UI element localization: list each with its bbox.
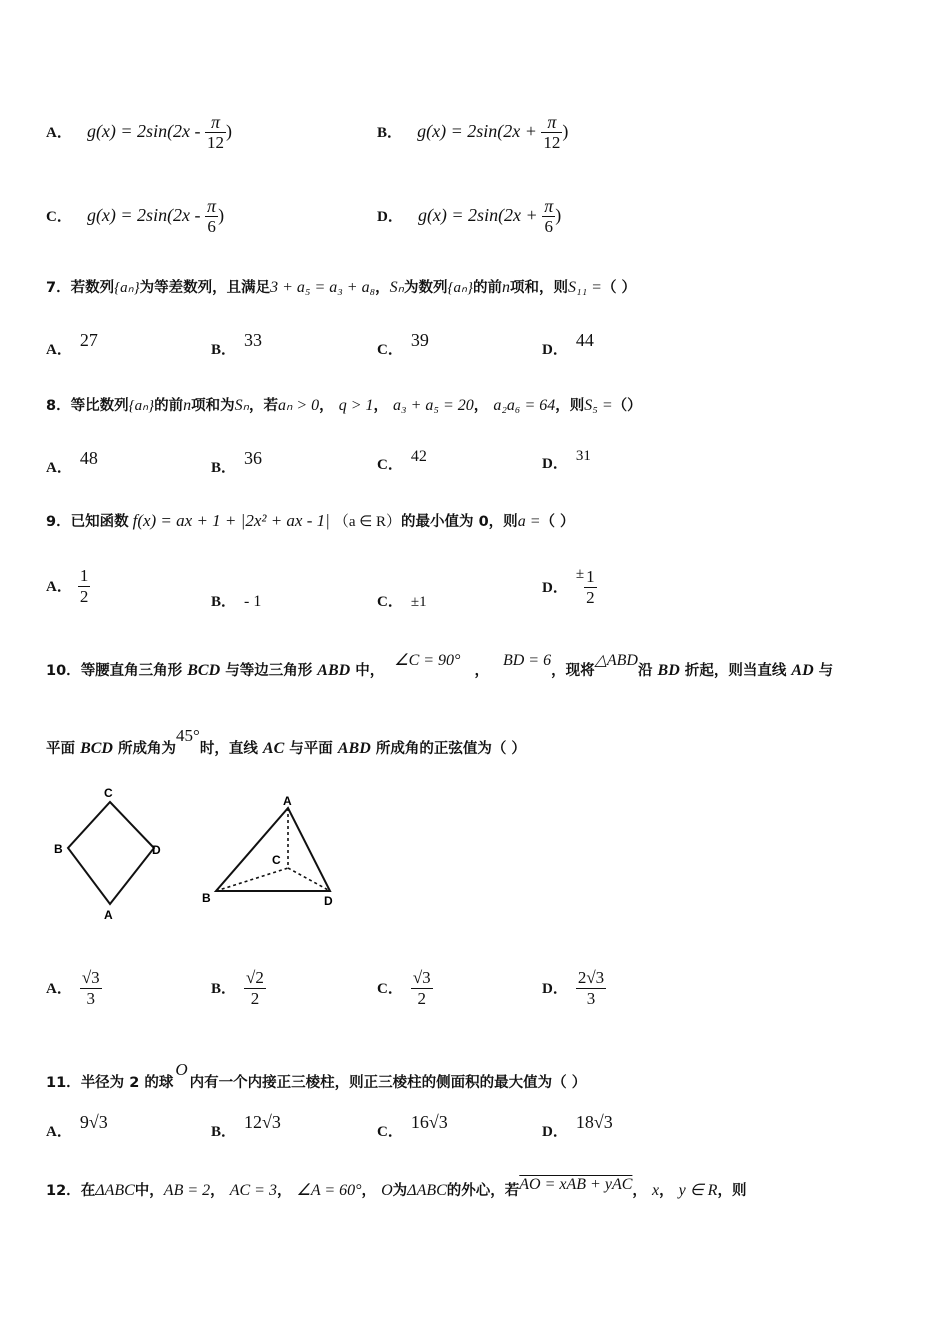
q9-option-d: [542, 566, 597, 608]
option-value: - 1: [244, 593, 262, 610]
q8-option-a: [46, 448, 98, 477]
text: （ ）: [540, 514, 575, 530]
math: ∠C = 90°: [394, 652, 461, 669]
math: y ∈ R: [678, 1182, 718, 1199]
q7-option-d: [542, 330, 594, 359]
option-label: A．: [46, 460, 72, 476]
q9-option-a: [46, 566, 90, 607]
q7-option-a: [46, 330, 98, 359]
option-value: 16√3: [410, 1112, 448, 1132]
text: 内有一个内接正三棱柱，则正三棱柱的侧面积的最大值为（ ）: [189, 1075, 587, 1091]
math: a₂a₆ = 64: [493, 397, 556, 414]
text: 为: [392, 1183, 408, 1199]
text: 的前: [154, 398, 184, 414]
math: O: [175, 1060, 188, 1079]
math: a₃ + a₅ = 20: [393, 397, 474, 414]
option-label: B．: [377, 125, 403, 141]
option-label: D．: [542, 981, 568, 997]
math: x: [651, 1182, 660, 1199]
math: S₅ =: [584, 397, 613, 414]
tetra-outer: [216, 808, 330, 891]
math: AO = xAB + yAC: [519, 1176, 633, 1193]
question-number: 10．: [46, 663, 81, 679]
q11-option-a: [46, 1112, 108, 1141]
math: 45°: [176, 726, 200, 745]
q6-option-c: C． g(x) = 2sin(2x - $\frac{\pi}{6}$ ): [46, 196, 225, 236]
q6-option-a: A． g(x) = 2sin(2x - $\frac{\pi}{12}$ ): [46, 112, 233, 152]
option-value: 18√3: [575, 1112, 613, 1132]
option-label: D．: [377, 209, 403, 225]
math: ∠A = 60°: [296, 1182, 362, 1199]
vertex-label-d: D: [152, 843, 161, 857]
question-number: 8．: [46, 398, 71, 414]
option-label: B．: [211, 1124, 237, 1140]
q10-stem-line2: [46, 726, 526, 758]
vertex-label-a: A: [104, 908, 113, 922]
fraction: $\frac{\pi}{12}$: [543, 112, 561, 152]
plus-minus: ±: [575, 566, 585, 582]
math: {aₙ}: [447, 280, 474, 296]
text: 时，直线: [199, 741, 263, 757]
option-value: 48: [79, 448, 98, 468]
math: {aₙ}: [114, 280, 140, 296]
option-label: A．: [46, 1124, 72, 1140]
option-expr: g(x) = 2sin(2x +: [417, 121, 542, 141]
math: Sₙ: [234, 397, 249, 414]
option-label: A．: [46, 981, 72, 997]
option-label: D．: [542, 342, 568, 358]
math: n: [183, 397, 192, 414]
vertex-label-c: C: [104, 786, 113, 800]
option-label: D．: [542, 580, 568, 596]
text: 所成角为: [112, 741, 177, 757]
q9-stem: [46, 510, 575, 531]
figure-square-bcda: [50, 782, 180, 924]
q9-option-c: [377, 590, 427, 611]
text: 半径为 2 的球: [80, 1075, 174, 1091]
text: 等比数列: [70, 398, 129, 414]
option-value: 31: [575, 448, 591, 464]
question-number: 9．: [46, 514, 71, 530]
option-value: 33: [244, 330, 263, 350]
text: 折起，则当直线: [679, 663, 792, 679]
vertex-label-c: C: [272, 853, 281, 867]
q6-option-d: D． g(x) = 2sin(2x + $\frac{\pi}{6}$ ): [377, 196, 562, 236]
vertex-label-b: B: [54, 842, 63, 856]
option-label: D．: [542, 456, 568, 472]
text: 中，: [134, 1183, 164, 1199]
fraction: $\frac{\pi}{12}$: [207, 112, 225, 152]
question-number: 11．: [46, 1075, 81, 1091]
fraction: $\frac{2√3}{3}$: [577, 968, 605, 1008]
fraction: $\frac{\pi}{6}$: [207, 196, 217, 236]
option-value: 12√3: [244, 1112, 281, 1132]
math: ΔABC: [407, 1182, 447, 1199]
math: AC: [262, 740, 285, 757]
option-expr: g(x) = 2sin(2x +: [417, 205, 543, 225]
fraction: $\frac{\pi}{6}$: [544, 196, 554, 236]
text: ，: [375, 280, 390, 296]
option-expr: g(x) = 2sin(2x -: [86, 205, 206, 225]
text: 在: [80, 1183, 96, 1199]
text: 平面: [46, 741, 81, 757]
option-value: 42: [410, 448, 427, 465]
text: 等腰直角三角形: [80, 663, 188, 679]
math: Sₙ: [389, 279, 405, 296]
q10-option-d: [542, 968, 606, 1009]
math: ABD: [337, 740, 371, 757]
question-number: 7．: [46, 280, 71, 296]
q8-stem: 8．等比数列{aₙ}的前n项和为Sₙ，若aₙ > 0， q > 1， a₃ + a₅ = 20， a₂a₆ = 64，则S₅ =（）: [46, 397, 642, 414]
text: 与等边三角形: [220, 663, 318, 679]
text: 与平面: [284, 741, 338, 757]
fraction: $\frac{√3}{2}$: [412, 968, 431, 1008]
option-value: 39: [410, 330, 429, 350]
text: 的外心，若: [446, 1183, 520, 1199]
q11-option-d: [542, 1112, 613, 1141]
q8-option-b: [211, 448, 262, 477]
text: （ ）: [601, 280, 636, 296]
option-value: 36: [244, 448, 263, 468]
math: AC = 3: [229, 1182, 277, 1199]
option-label: C．: [377, 1124, 403, 1140]
option-value: 27: [79, 330, 98, 350]
option-expr: g(x) = 2sin(2x -: [86, 121, 206, 141]
math: ABD: [317, 662, 351, 679]
option-label: C．: [377, 594, 403, 610]
math: aₙ > 0: [277, 397, 320, 414]
text: 中，: [350, 663, 385, 679]
math: BCD: [187, 662, 221, 679]
option-label: C．: [377, 342, 403, 358]
text: 的最小值为 0，则: [401, 514, 518, 530]
q7-stem: [46, 276, 636, 297]
q11-option-c: [377, 1112, 448, 1141]
math: {aₙ}: [128, 398, 155, 414]
math: AB = 2: [163, 1182, 211, 1199]
text: ，现将: [551, 663, 595, 679]
square-outline: [68, 802, 154, 904]
text: 沿: [637, 663, 658, 679]
option-label: B．: [211, 460, 237, 476]
fraction: $\frac{1}{2}$: [79, 566, 89, 606]
text: 项和为: [191, 398, 235, 414]
text: 为等差数列，且满足: [139, 280, 271, 296]
math: a =: [517, 513, 541, 530]
math: AD: [791, 662, 814, 679]
q9-option-b: [211, 590, 261, 611]
text: 与: [813, 663, 834, 679]
option-label: B．: [211, 342, 237, 358]
q11-option-b: [211, 1112, 281, 1141]
text: ，若: [248, 398, 278, 414]
fraction: $\frac{1}{2}$: [586, 567, 595, 607]
text: 若数列: [70, 280, 115, 296]
option-value: 9√3: [79, 1112, 108, 1132]
text: （）: [612, 398, 642, 414]
option-label: C．: [377, 981, 403, 997]
math: BCD: [80, 740, 113, 757]
q7-option-c: [377, 330, 429, 359]
option-value: 44: [575, 330, 594, 350]
math: q > 1: [338, 397, 374, 414]
text: 已知函数: [70, 514, 129, 530]
option-label: C．: [377, 457, 403, 473]
fraction: $\frac{√2}{2}$: [246, 968, 264, 1008]
math: BD = 6: [502, 652, 552, 669]
text: 所成角的正弦值为（ ）: [370, 741, 526, 757]
option-label: C．: [46, 209, 72, 225]
option-label: A．: [46, 125, 72, 141]
math: （a ∈ R）: [333, 514, 402, 530]
text: ，则: [717, 1183, 747, 1199]
q7-option-b: [211, 330, 262, 359]
math: n: [502, 279, 511, 296]
math: BD: [657, 662, 680, 679]
figure-tetrahedron: [196, 790, 346, 916]
text: 的前: [473, 280, 503, 296]
q10-option-b: [211, 968, 266, 1009]
q8-option-c: [377, 448, 427, 474]
option-label: B．: [211, 981, 237, 997]
q10-option-a: [46, 968, 102, 1009]
vertex-label-b: B: [202, 891, 211, 905]
option-value: ±1: [410, 594, 427, 610]
question-number: 12．: [46, 1183, 81, 1199]
q6-option-b: B． g(x) = 2sin(2x + $\frac{\pi}{12}$ ): [377, 112, 569, 152]
math: 3 + a₅ = a₃ + a₈: [270, 279, 376, 296]
option-label: A．: [46, 342, 72, 358]
vertex-label-a: A: [283, 794, 292, 808]
math: f(x) = ax + 1 + |2x² + ax - 1|: [132, 511, 330, 530]
math: △ABD: [594, 652, 638, 669]
option-label: D．: [542, 1124, 568, 1140]
vertex-label-d: D: [324, 894, 333, 908]
q10-stem-line1: 10．等腰直角三角形 BCD 与等边三角形 ABD 中，∠C = 90°，BD = 6，现将△ABD沿 BD 折起，则当直线 AD 与: [46, 652, 834, 679]
q11-stem: [46, 1060, 586, 1092]
fraction: $\frac{√3}{3}$: [81, 968, 100, 1008]
q8-option-d: [542, 448, 591, 473]
text: 为数列: [404, 280, 448, 296]
math: O: [381, 1182, 393, 1199]
option-label: A．: [46, 579, 72, 595]
q12-stem: 12．在ΔABC中，AB = 2， AC = 3， ∠A = 60°， O为ΔABC的外心，若AO = xAB + yAC， x， y ∈ R，则: [46, 1176, 747, 1199]
text: 项和，则: [510, 280, 569, 296]
math: S₁₁ =: [568, 279, 602, 296]
q10-option-c: [377, 968, 433, 1009]
text: ，则: [555, 398, 585, 414]
option-label: B．: [211, 594, 237, 610]
math: ΔABC: [95, 1182, 135, 1199]
